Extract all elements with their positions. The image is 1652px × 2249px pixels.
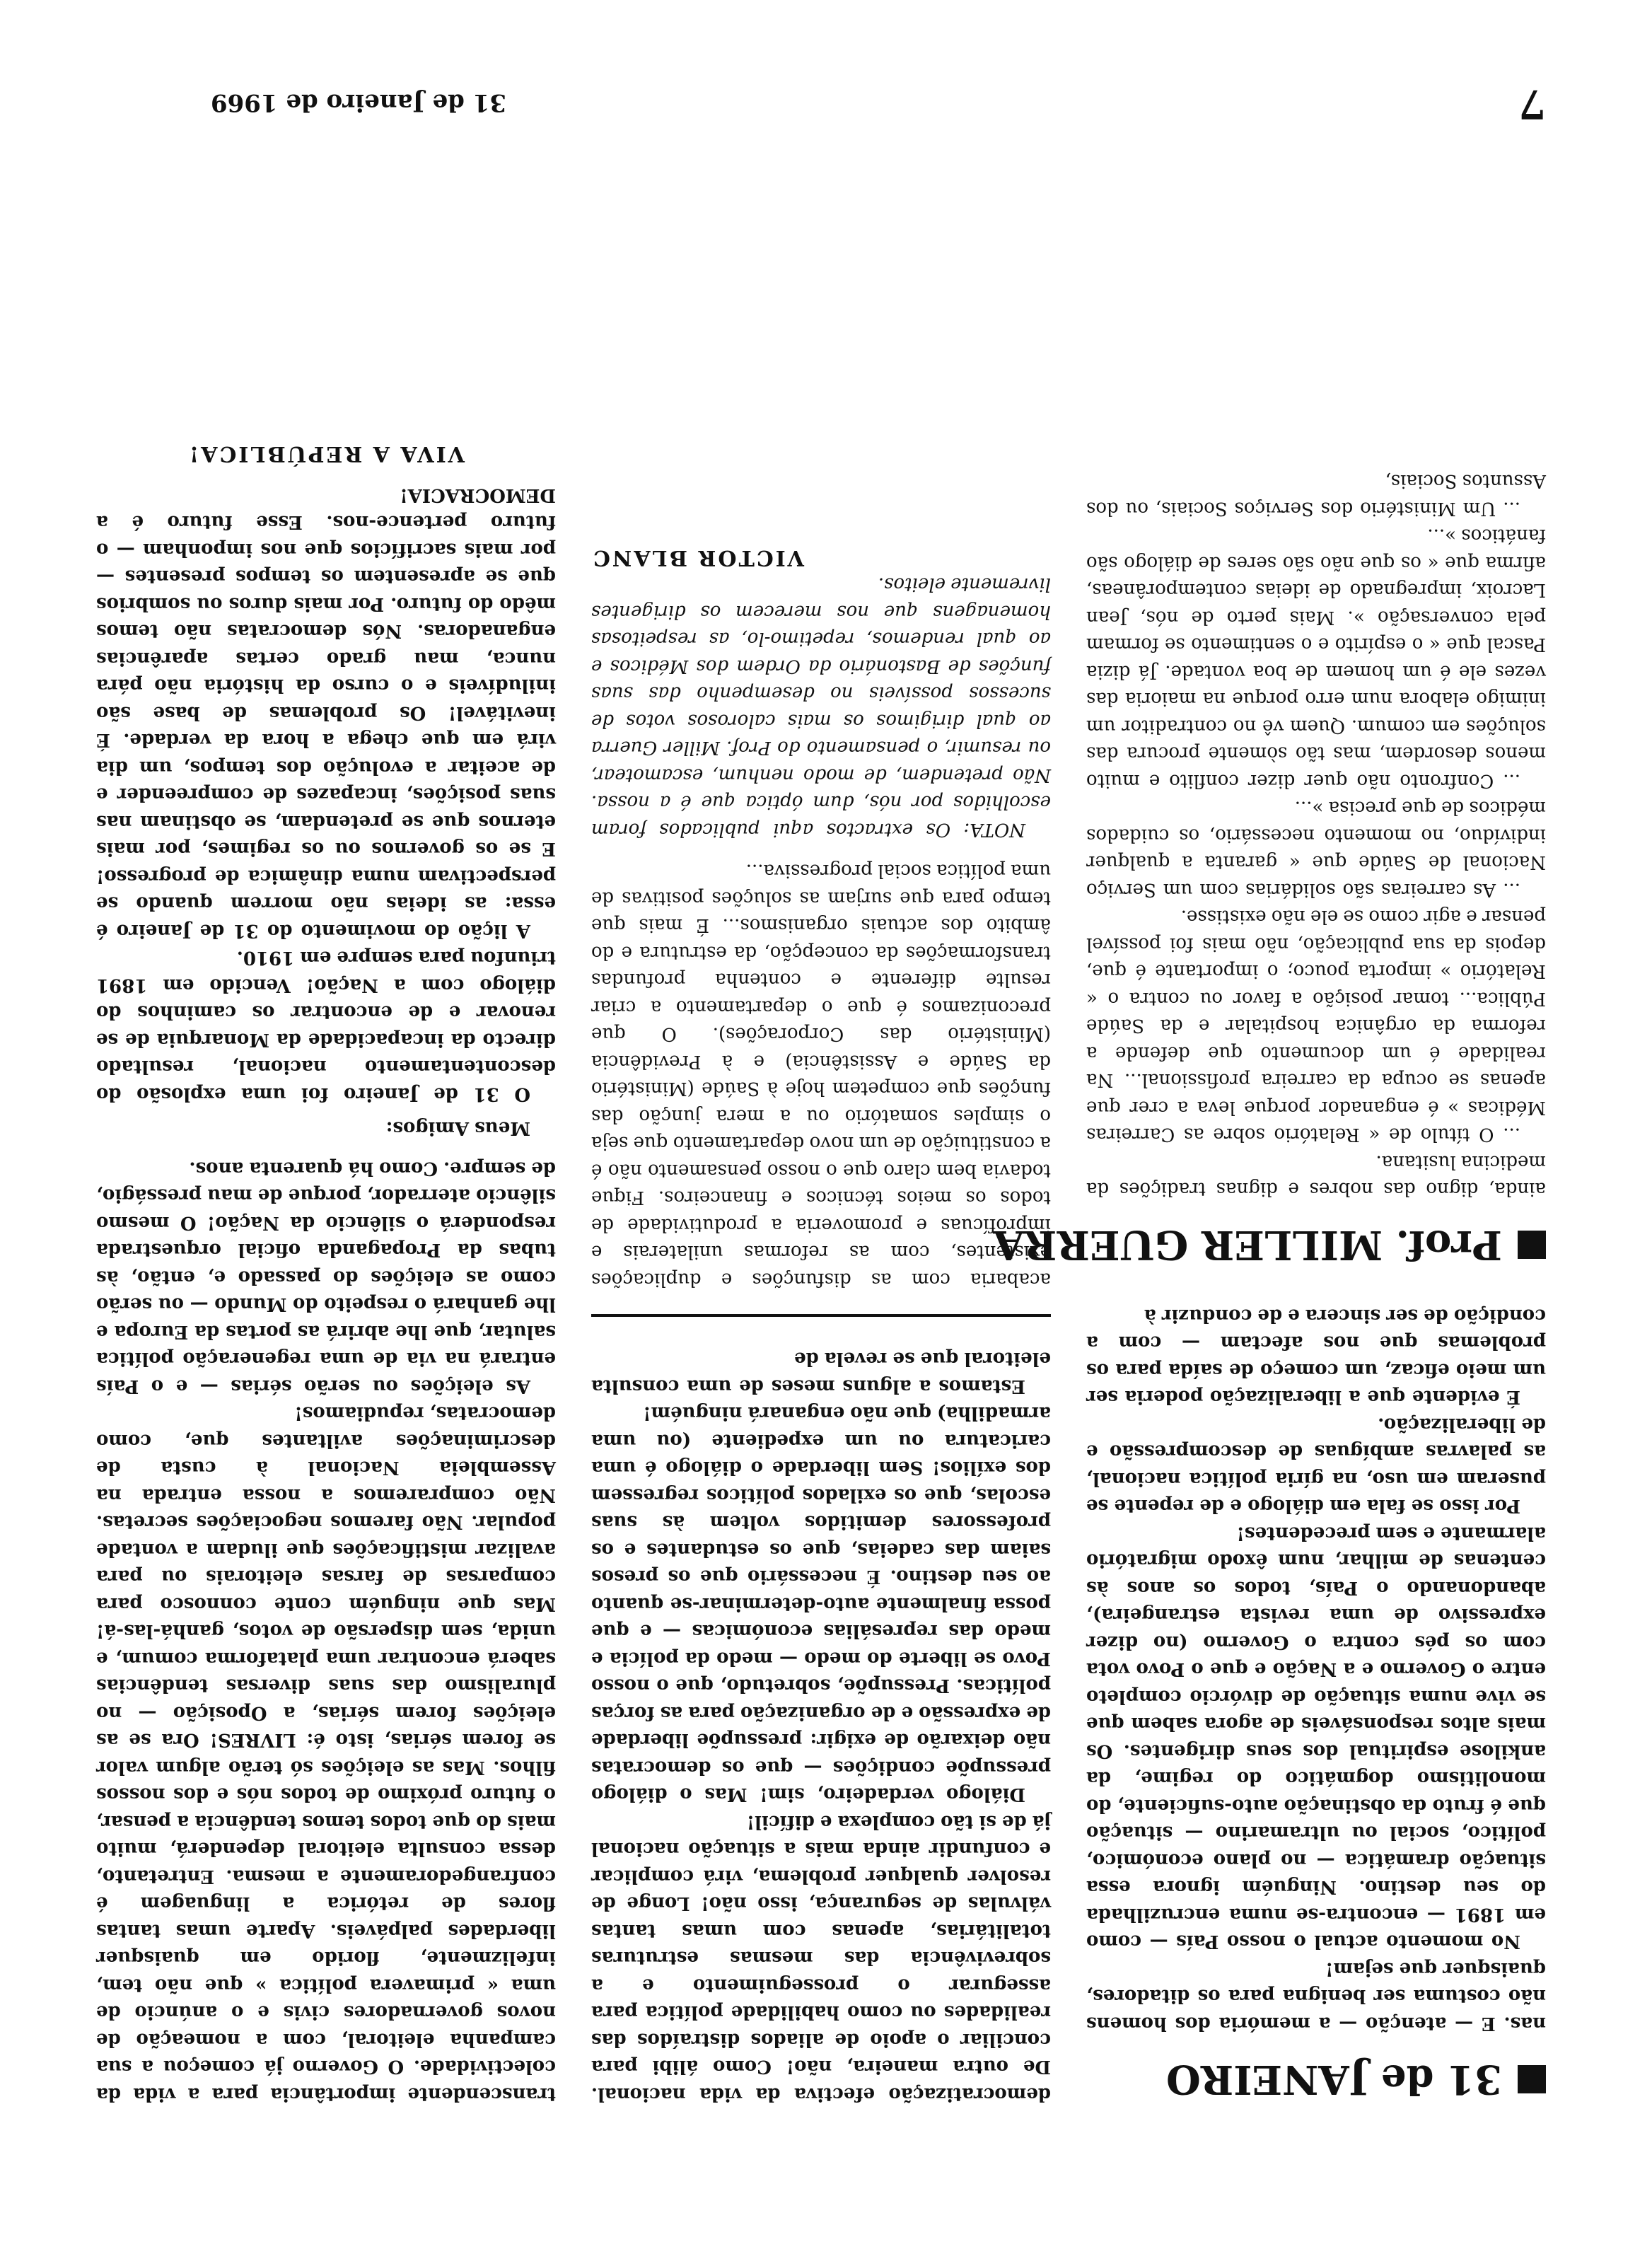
paragraph: acabaria com as disfunções e duplicações existentes, com as reformas unilaterais e improfícuas e promoveria a produtividade de todos os meios técnicos e financeiros. Fique todavia bem claro que o nosso pensamento não é a constituição de um novo departamento que seja o simples somatório ou a mera junção das funções que competem hoje à Saúde (Ministério da Saúde e Assistência) e à Previdência (Ministério das Corporações). O que preconizamos é que o departamento a criar resulte diferente e contenha profundas transformações da concepção, da estrutura e do âmbito dos actuais organismos... É mais que tempo para que surjam as soluções positivas de uma política social progressiva...	[591, 860, 1051, 1290]
closing-slogan: VIVA A REPÚBLICA!	[187, 441, 465, 467]
paragraph: ... Confronto não quer dizer conflito e muito menos desordem, mas tão sòmente procura das soluções em comum. Quem vê no contraditor um inimigo elabora num erro porque na maioria das vezes ele é um homem de boa vontade. Já dizia Pascal que « o espírito e o sentimento se formam pela conversação ». Mais perto de nós, Jean Lacroix, impregnado de ideias contemporâneas, afirma que « os que não são seres de diálogo são fanáticos »...	[1086, 525, 1546, 791]
issue-date: 31 de Janeiro de 1969	[210, 88, 506, 117]
paragraph: No momento actual o nosso País — como em 1891 — encontra-se numa encruzilhada do seu destino. Ninguém ignora essa situação dramática — no plano económico, político, social ou ultramarino — situação que é fruto da obstinação auto-suficiente, do monolitismo dogmático do regime, da ankilose espiritual dos seus dirigentes. Os mais altos responsáveis de agora sabem que se vive numa situação de divórcio completo entre o Governo e a Nação e que o Povo vota com os pés contra o Governo (no dizer expressivo de uma revista estrangeira), abandonando o País, todos os anos às centenas de milhar, num êxodo migratório alarmante e sem precedentes!	[1086, 1523, 1546, 1953]
paragraph: Por isso se fala em diálogo e de repente se puseram em uso, na gíria política nacional, as palavras ambíguas de descompressão e de liberalização.	[1086, 1414, 1546, 1517]
paragraph: A lição do movimento do 31 de Janeiro é essa: as ideias não morrem quando se perspectivam numa dinâmica de progresso! E se os governos ou os regimes, por mais eternos que se pretendam, se obstinam nas suas posições, incapazes de compreender e de aceitar a evolução dos tempos, um dia virá em que chega a hora da verdade. É inevitável! Os problemas de base são iniludíveis e o curso da história não pára nunca, mau grado certas aparências enganadoras. Nós democratas não temos mêdo do futuro. Por mais duros ou sombrios que se apresentem os tempos presentes — por mais sacrifícios que nos imponham — o futuro pertence-nos. Esse futuro é a DEMOCRACIA!	[96, 484, 556, 941]
paragraph: É evidente que a liberalização poderia ser um meio eficaz, um começo de saída para os problemas que nos afectam — com a condição de ser sincera e de conduzir à	[1086, 1305, 1546, 1408]
square-bullet-icon	[1518, 1231, 1546, 1260]
headline-text: 31 de JANEIRO	[1165, 2056, 1502, 2103]
column-left	[993, 467, 1546, 2108]
paragraph: ... O título de « Relatório sobre as Carreiras Médicas » é enganador porque leva a crer que apenas se ocupa da carreira profissional... Na realidade é um documento que defende a reforma da orgânica hospitalar e da Saúde Pública... tomar posição a favor ou contra o « Relatório » importa pouco; o importante é que, depois da sua publicação, não mais foi possível pensar e agir como se ele não existisse.	[1086, 906, 1546, 1146]
paragraph: ... Um Ministério dos Serviços Sociais, ou dos Assuntos Sociais,	[1086, 470, 1546, 519]
author-signature: VICTOR BLANC	[591, 545, 805, 570]
paragraph: Diálogo verdadeiro, sim! Mas o diálogo pressupõe condições — que os democratas não deixarão de exigir: pressupõe liberdade de expressão e de organização para as forças políticas. Pressupõe, sobretudo, que o nosso Povo se liberte do medo — medo da polícia e medo das represálias económicas — e que possa finalmente auto-determinar-se quanto ao seu destino. É necessário que os presos saiam das cadeias, que os estudantes e os professores demitidos voltem às suas escolas, que os exilados políticos regressem dos exílios! Sem liberdade o diálogo é uma caricatura ou um expediente (ou uma armadilha) que não enganará ninguém!	[591, 1402, 1051, 1806]
column-right	[96, 440, 556, 2108]
page-number: 7	[1518, 81, 1546, 127]
article-headline	[1086, 2051, 1546, 2108]
paragraph: nas. E — atenção — a memória dos homens não costuma ser benigna para os ditadores, quaisquer que sejam!	[1086, 1958, 1546, 2034]
paragraph: democratização efectiva da vida nacional. De outra maneira, não! Como álibi para conciliar o apoio de aliados distraídos das realidades ou como habilidade política para assegurar o prosseguimento e a sobrevivência das mesmas estruturas totalitárias, apenas com umas tantas válvulas de segurança, isso não! Longe de resolver qualquer problema, virá complicar e confundir ainda mais a situação nacional já de si tão complexa e difícil!	[591, 1811, 1051, 2105]
paragraph: ainda, digno das nobres e dignas tradições da medicina lusitana.	[1086, 1151, 1546, 1200]
column-divider	[591, 1314, 1051, 1317]
editor-note: NOTA: Os extractos aqui publicados foram escolhidos por nós, dum óptica que é a nossa. Não pretendem, de modo nenhum, escamotear, ou resumir, o pensamento do Prof. Miller Guerra ao qual dirigimos os mais calorosos votos de sucessos possíveis no desempenho das suas funções de Bastonário da Ordem dos Médicos e ao qual rendemos, repetimo-lo, as respeitosas homenagens que nos merecem os dirigentes livremente eleitos.	[591, 574, 1051, 840]
paragraph: ... As carreiras são solidárias com um Serviço Nacional de Saúde que « garanta a qualquer indivíduo, no momento necessário, os cuidados médicos de que precisa »...	[1086, 797, 1546, 900]
column-middle	[591, 544, 1051, 2108]
headline-text: Prof. MILLER GUERRA	[993, 1221, 1502, 1269]
greeting: Meus Amigos:	[385, 1117, 530, 1139]
paragraph: Estamos a alguns meses de uma consulta eleitoral que se revela de	[591, 1348, 1051, 1397]
square-bullet-icon	[1518, 2065, 1546, 2093]
paragraph: O 31 de Janeiro foi uma explosão do descontentamento nacional, resultado directo da incapacidade da Monarquia de se renovar e de encontrar os caminhos do diálogo com a Nação! Vencido em 1891 triunfou para sempre em 1910.	[96, 947, 556, 1105]
paragraph: transcendente importância para a vida da colectividade. O Governo já começou a sua campanha eleitoral, com a nomeação de novos governadores civis e o anúncio de uma « primavera política » que não tem, infelizmente, florido em quaisquer liberdades palpáveis. Aparte umas tantas flores de retórica a linguagem é confrangedoramente a mesma. Entretanto, dessa consulta eleitoral dependerá, muito mais do que todos temos tendência a pensar, o futuro próximo de todos nós e dos nossos filhos. Mas as eleições só terão algum valor se forem sérias, isto é: LIVRES! Ora se as eleições forem sérias, a Oposição — no pluralismo das suas diversas tendências saberá encontrar uma plataforma comum, e unida, sem dispersão de votos, ganhá-las-á! Mas que ninguém conte connosco para comparsas de farsas eleitorais ou para avalizar mistificações que iludam a vontade popular. Não faremos negociações secretas. Não compraremos a nossa entrada na Assembleia Nacional à custa de descriminações aviltantes que, como democratas, repudiamos!	[96, 1402, 556, 2105]
paragraph: As eleições ou serão sérias — e o País entrará na via de uma regeneração política salutar, que lhe abrirá as portas da Europa e lhe ganhará o respeito do Mundo — ou serão como as eleições do passado e, então, às tubas da Propaganda oficial orquestrada responderá o silêncio da Nação! O mesmo silêncio aterrador, porque de mau presságio, de sempre. Como há quarenta anos.	[96, 1158, 556, 1397]
article-headline	[993, 1217, 1546, 1274]
